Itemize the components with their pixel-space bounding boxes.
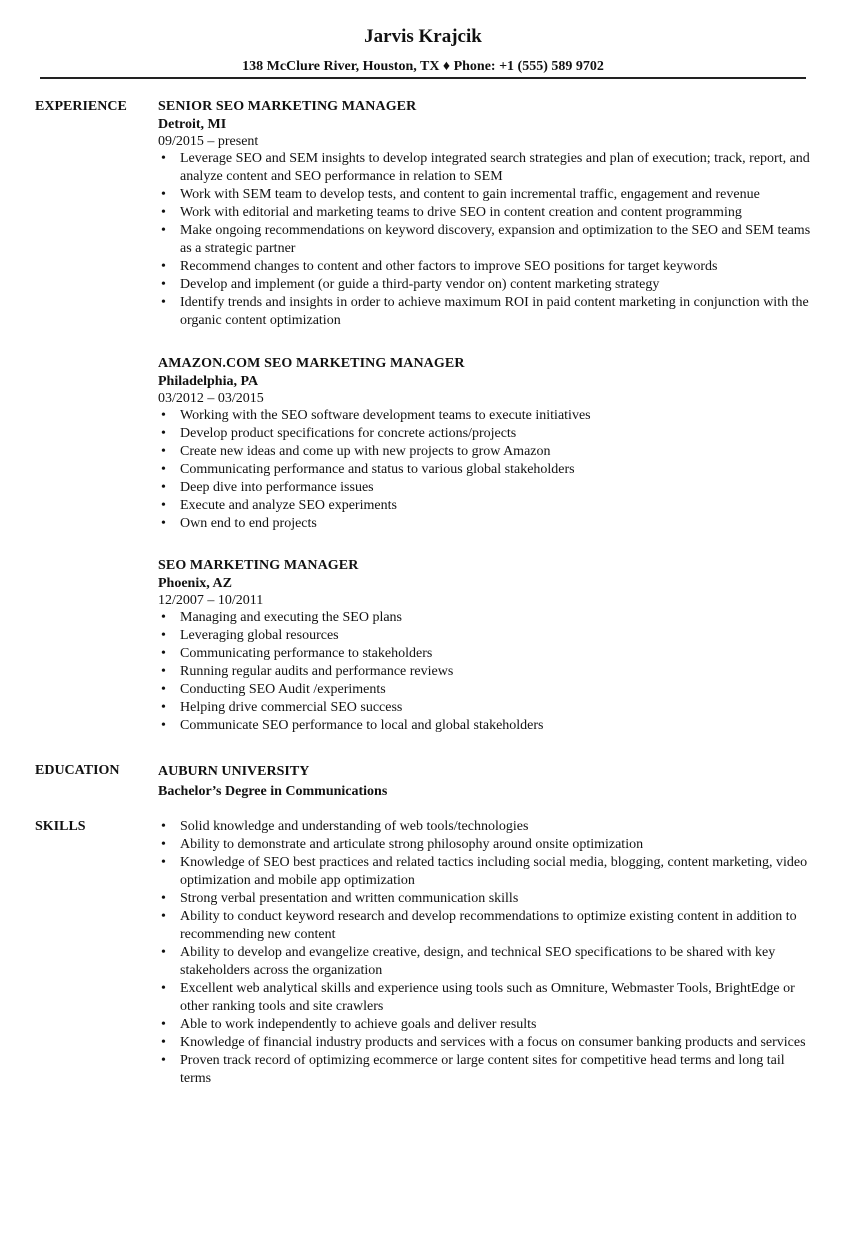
skills-bullets: [158, 818, 818, 1088]
school-name: AUBURN UNIVERSITY: [158, 764, 310, 779]
job-entry: [158, 557, 818, 735]
job-duties: [158, 407, 818, 533]
list-item: • Communicating performance and status to various global stakeholders: [158, 461, 818, 479]
list-item: • Own end to end projects: [158, 515, 818, 533]
list-item: • Ability to develop and evangelize creative, design, and technical SEO specifications to be shared with key stakeholders across the organization: [158, 944, 818, 980]
header-divider: [40, 77, 806, 79]
skills-heading: SKILLS: [35, 819, 86, 834]
list-item: • Execute and analyze SEO experiments: [158, 497, 818, 515]
degree: Bachelor’s Degree in Communications: [158, 784, 388, 799]
job-location: Phoenix, AZ: [158, 576, 232, 591]
list-item: • Strong verbal presentation and written communication skills: [158, 890, 818, 908]
list-item: • Ability to conduct keyword research and develop recommendations to optimize existing content in addition to recommending new content: [158, 908, 818, 944]
job-duties: [158, 609, 818, 735]
job-title: AMAZON.COM SEO MARKETING MANAGER: [158, 356, 465, 371]
list-item: • Communicate SEO performance to local and global stakeholders: [158, 717, 818, 735]
job-location: Philadelphia, PA: [158, 374, 259, 389]
education-entry: [158, 763, 818, 801]
list-item: • Managing and executing the SEO plans: [158, 609, 818, 627]
list-item: • Identify trends and insights in order to achieve maximum ROI in paid content marketing in conjunction with the organic content optimization: [158, 294, 818, 330]
list-item: • Able to work independently to achieve goals and deliver results: [158, 1016, 818, 1034]
list-item: • Work with editorial and marketing teams to drive SEO in content creation and content programming: [158, 204, 818, 222]
job-title: SEO MARKETING MANAGER: [158, 558, 359, 573]
job-duties: [158, 150, 818, 330]
list-item: • Helping drive commercial SEO success: [158, 699, 818, 717]
list-item: • Running regular audits and performance reviews: [158, 663, 818, 681]
list-item: • Communicating performance to stakeholders: [158, 645, 818, 663]
skills-list: [158, 818, 818, 1088]
job-title: SENIOR SEO MARKETING MANAGER: [158, 99, 417, 114]
resume-header: [40, 24, 806, 77]
job-dates: 12/2007 – 10/2011: [158, 593, 264, 608]
list-item: • Develop and implement (or guide a third-party vendor on) content marketing strategy: [158, 276, 818, 294]
list-item: • Deep dive into performance issues: [158, 479, 818, 497]
list-item: • Excellent web analytical skills and experience using tools such as Omniture, Webmaster Tools, BrightEdge or other ranking tools and site crawlers: [158, 980, 818, 1016]
job-dates: 09/2015 – present: [158, 134, 259, 149]
job-entry: [158, 355, 818, 533]
experience-heading: EXPERIENCE: [35, 99, 127, 114]
list-item: • Knowledge of SEO best practices and related tactics including social media, blogging, content marketing, video optimization and mobile app optimization: [158, 854, 818, 890]
list-item: • Ability to demonstrate and articulate strong philosophy around onsite optimization: [158, 836, 818, 854]
education-heading: EDUCATION: [35, 763, 120, 778]
job-location: Detroit, MI: [158, 117, 227, 132]
list-item: • Create new ideas and come up with new projects to grow Amazon: [158, 443, 818, 461]
job-entry: [158, 98, 818, 330]
job-dates: 03/2012 – 03/2015: [158, 391, 264, 406]
list-item: • Proven track record of optimizing ecommerce or large content sites for competitive head terms and long tail terms: [158, 1052, 818, 1088]
list-item: • Knowledge of financial industry products and services with a focus on consumer banking products and services: [158, 1034, 818, 1052]
candidate-name: Jarvis Krajcik: [364, 26, 482, 47]
list-item: • Working with the SEO software development teams to execute initiatives: [158, 407, 818, 425]
list-item: • Leveraging global resources: [158, 627, 818, 645]
contact-line: 138 McClure River, Houston, TX ♦ Phone: +1 (555) 589 9702: [242, 59, 604, 74]
list-item: • Work with SEM team to develop tests, and content to gain incremental traffic, engagement and revenue: [158, 186, 818, 204]
list-item: • Recommend changes to content and other factors to improve SEO positions for target keywords: [158, 258, 818, 276]
list-item: • Develop product specifications for concrete actions/projects: [158, 425, 818, 443]
list-item: • Make ongoing recommendations on keyword discovery, expansion and optimization to the SEO and SEM teams as a strategic partner: [158, 222, 818, 258]
list-item: • Conducting SEO Audit /experiments: [158, 681, 818, 699]
list-item: • Leverage SEO and SEM insights to develop integrated search strategies and plan of execution; track, report, and analyze content and SEO performance in relation to SEM: [158, 150, 818, 186]
list-item: • Solid knowledge and understanding of web tools/technologies: [158, 818, 818, 836]
